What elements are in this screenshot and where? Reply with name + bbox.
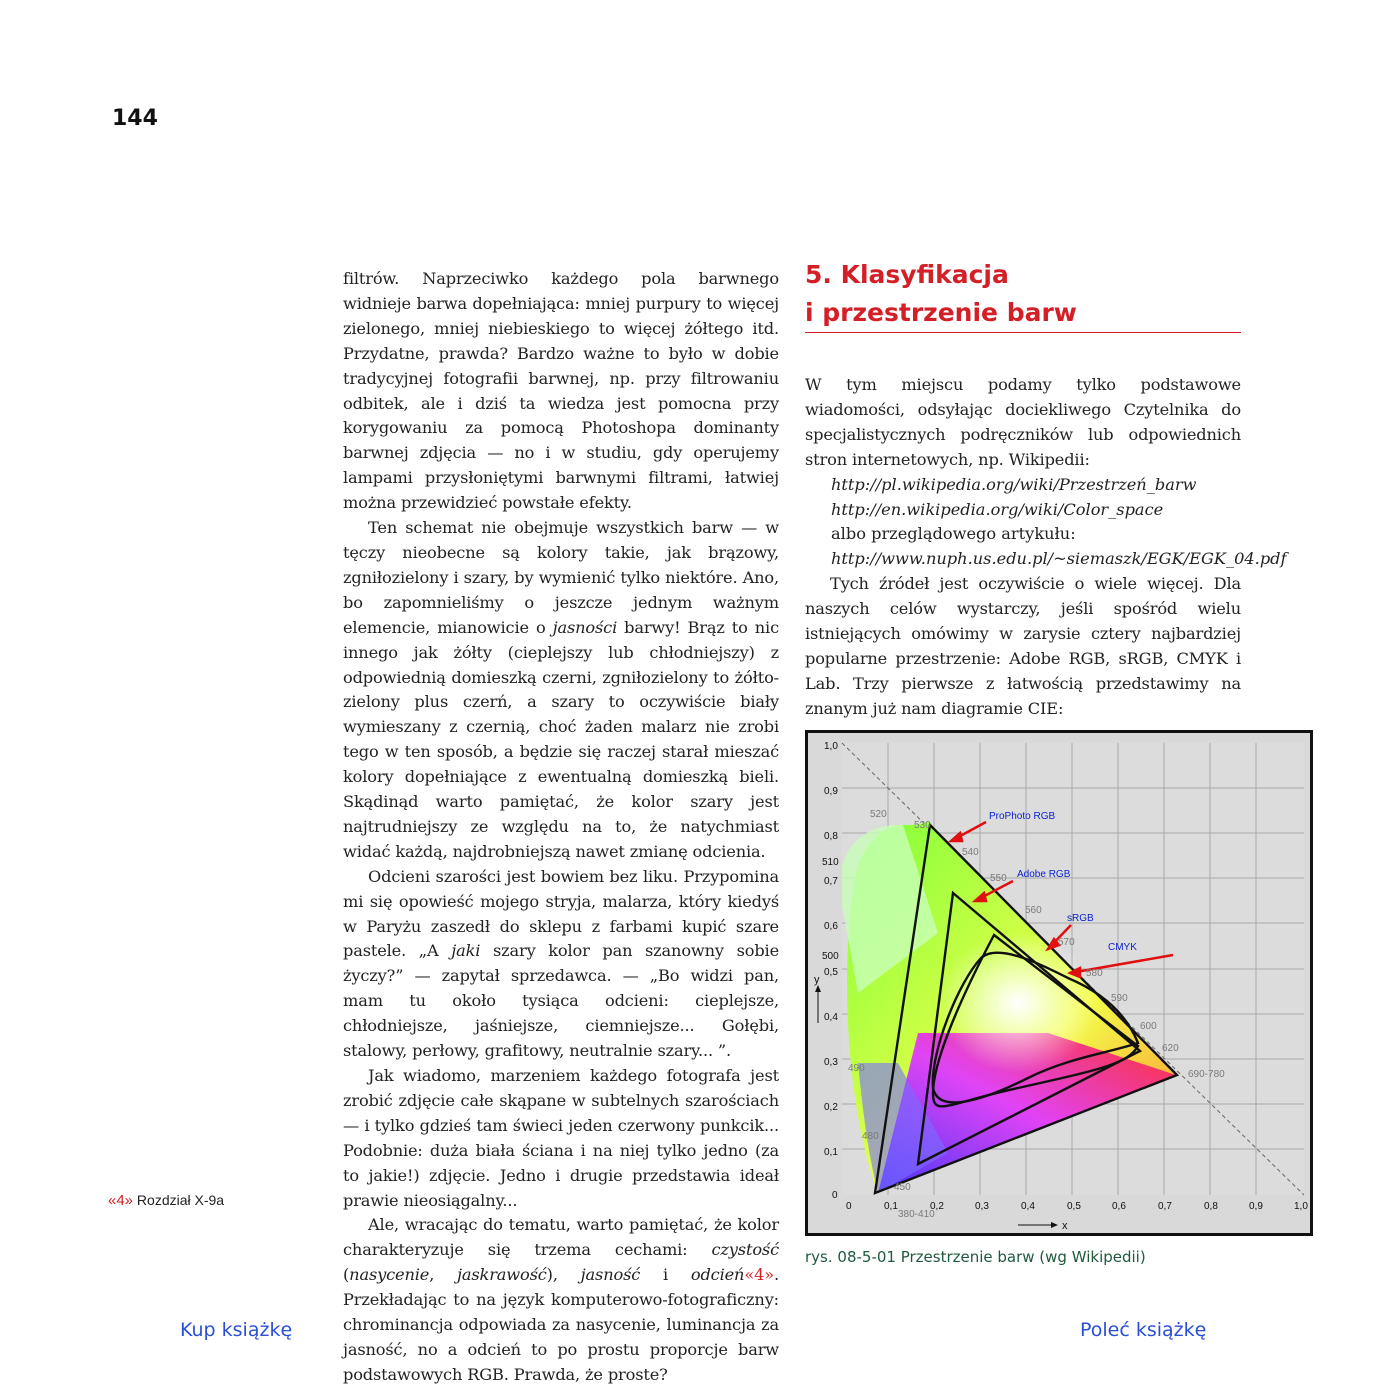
svg-text:0,8: 0,8 [824,831,838,842]
label-prophoto-rgb: ProPhoto RGB [989,811,1056,822]
svg-text:0,9: 0,9 [824,786,838,797]
paragraph-2: Ten schemat nie obejmuje wszystkich barw — w tęczy nieobecne są kolory takie, jak brązowy, zgniłozielony i szary, by wymienić tylko niektóre. Ano, bo zapomnieliśmy o jeszcze jednym ważnym elemencie, mianowicie o jasności barwy! Brąz to nic innego jak żółty (cieplejszy lub chłodniejszy) z odpowiednią domieszką czerni, zgniłozielony to żółto-zielony plus czerń, a szary to oczywiście biały wymieszany z czernią, choć żaden malarz nie zrobi tego w ten sposób, a będzie się raczej starał mieszać kolory dopełniające z ewentualną domieszką bieli. Skądinąd warto pamiętać, że kolor szary jest najtrudniejszy ze względu na to, że natychmiast widać każdą, najdrobniejszą nawet zmianę odcienia. [343,518,779,861]
svg-text:0,4: 0,4 [1021,1201,1035,1212]
label-cmyk: CMYK [1108,942,1137,953]
svg-text:0,5: 0,5 [1067,1201,1081,1212]
svg-text:480: 480 [862,1131,879,1142]
svg-text:490: 490 [848,1063,865,1074]
svg-text:570: 570 [1058,937,1075,948]
svg-text:0,5: 0,5 [824,967,838,978]
svg-text:690-780: 690-780 [1188,1069,1225,1080]
paragraph-1: filtrów. Naprzeciwko każdego pola barwnego widnieje barwa dopełniająca: mniej purpury to więcej zielonego, mniej niebieskiego to więcej żółtego itd. Przydatne, prawda? Bardzo ważne to było w dobie tradycyjnej fotografii barwnej, np. przy filtrowaniu odbitek, ale i dziś ta wiedza jest pomocna przy korygowaniu za pomocą Photoshopa dominanty barwnej zdjęcia — no i w studiu, gdy operujemy lampami przysłoniętymi barwnymi filtrami, łatwiej można przewidzieć powstałe efekty. [343,269,779,513]
svg-text:0: 0 [832,1190,838,1201]
svg-text:380-410: 380-410 [898,1209,935,1220]
svg-text:580: 580 [1086,968,1103,979]
recommend-book-link[interactable]: Poleć książkę [1080,1319,1207,1341]
svg-text:0,2: 0,2 [930,1201,944,1212]
svg-text:0: 0 [846,1201,852,1212]
x-axis-label: x [1062,1220,1068,1232]
svg-text:450: 450 [894,1182,911,1193]
svg-text:0,3: 0,3 [975,1201,989,1212]
link-en-wikipedia[interactable]: http://en.wikipedia.org/wiki/Color_space [831,499,1164,519]
svg-text:0,1: 0,1 [824,1147,838,1158]
svg-text:520: 520 [870,809,887,820]
svg-text:0,2: 0,2 [824,1102,838,1113]
left-column-text [343,267,779,1388]
svg-text:0,7: 0,7 [1158,1201,1172,1212]
svg-text:0,9: 0,9 [1249,1201,1263,1212]
link-nuph-pdf[interactable]: http://www.nuph.us.edu.pl/~siemaszk/EGK/EGK_04.pdf [831,549,1287,569]
link-pl-wikipedia[interactable]: http://pl.wikipedia.org/wiki/Przestrzeń_barw [831,474,1197,494]
svg-text:620: 620 [1162,1043,1179,1054]
label-adobe-rgb: Adobe RGB [1017,869,1071,880]
cie-diagram-figure [805,730,1313,1236]
y-tick-labels [822,741,839,1201]
label-srgb: sRGB [1067,913,1094,924]
svg-text:550: 550 [990,873,1007,884]
side-note-text: Rozdział X-9a [136,1192,225,1208]
links-or-text: albo przeglądowego artykułu: [831,524,1076,544]
figure-caption: rys. 08-5-01 Przestrzenie barw (wg Wikipedii) [805,1248,1146,1266]
svg-text:0,1: 0,1 [884,1201,898,1212]
reference-links [805,473,1287,573]
svg-text:0,6: 0,6 [824,921,838,932]
section-heading: 5. Klasyfikacja i przestrzenie barw [805,256,1241,333]
svg-text:510: 510 [822,857,839,868]
svg-text:0,7: 0,7 [824,876,838,887]
svg-text:500: 500 [822,951,839,962]
paragraph-4: Jak wiadomo, marzeniem każdego fotografa jest zrobić zdjęcie całe skąpane w subtelnych szarościach — i tylko gdzieś tam świeci jeden czerwony punkcik... Podobnie: duża biała ściana i na niej tylko jedno (za to jakie!) zdjęcie. Jedno i drugie przedstawia ideał prawie nieosiągalny... [343,1066,779,1210]
side-note [108,1192,224,1209]
after-links-paragraph: Tych źródeł jest oczywiście o wiele więcej. Dla naszych celów wystarczy, jeśli spośród wielu istniejących omówimy w zarysie cztery najbardziej popularne przestrzenie: Adobe RGB, sRGB, CMYK i Lab. Trzy pierwsze z łatwością przedstawimy na znanym już nam diagramie CIE: [805,574,1241,718]
svg-text:0,4: 0,4 [824,1012,838,1023]
svg-text:530: 530 [914,820,931,831]
svg-text:590: 590 [1111,993,1128,1004]
svg-text:1,0: 1,0 [1294,1201,1308,1212]
side-note-ref: «4» [108,1192,134,1209]
page-number: 144 [112,106,158,131]
svg-text:560: 560 [1025,905,1042,916]
svg-text:540: 540 [962,847,979,858]
paragraph-3: Odcieni szarości jest bowiem bez liku. Przypomina mi się opowieść mojego stryja, malarza, który kiedyś w Paryżu zaszedł do sklepu z farbami kupić szare pastele. „A jaki szary kolor pan szanowny sobie życzy?” — zapytał sprzedawca. — „Bo widzi pan, mam tu około tysiąca odcieni: cieplejsze, chłodniejsze, jaśniejsze, ciemniejsze... Gołębi, stalowy, perłowy, grafitowy, neutralnie szary... ”. [343,866,779,1061]
svg-text:600: 600 [1140,1021,1157,1032]
cie-diagram [808,733,1310,1233]
buy-book-link[interactable]: Kup książkę [180,1319,293,1341]
right-column-text [805,256,1287,722]
intro-paragraph: W tym miejscu podamy tylko podstawowe wiadomości, odsyłając dociekliwego Czytelnika do specjalistycznych podręczników lub odpowiednich stron internetowych, np. Wikipedii: [805,375,1241,469]
svg-text:0,6: 0,6 [1112,1201,1126,1212]
footnote-ref: «4» [744,1265,774,1285]
svg-text:1,0: 1,0 [824,741,838,752]
svg-text:0,8: 0,8 [1204,1201,1218,1212]
paragraph-5: Ale, wracając do tematu, warto pamiętać, że kolor charakteryzuje się trzema cechami: czystość (nasycenie, jaskrawość), jasność i odcień«4». Przekładając to na język komputerowo-fotograficzny: chrominancja odpowiada za nasycenie, luminancja za jasność, no a odcień to po prostu proporcje barw podstawowych RGB. Prawda, że proste? [343,1215,779,1384]
svg-text:0,3: 0,3 [824,1057,838,1068]
y-axis-label: y [814,974,820,986]
